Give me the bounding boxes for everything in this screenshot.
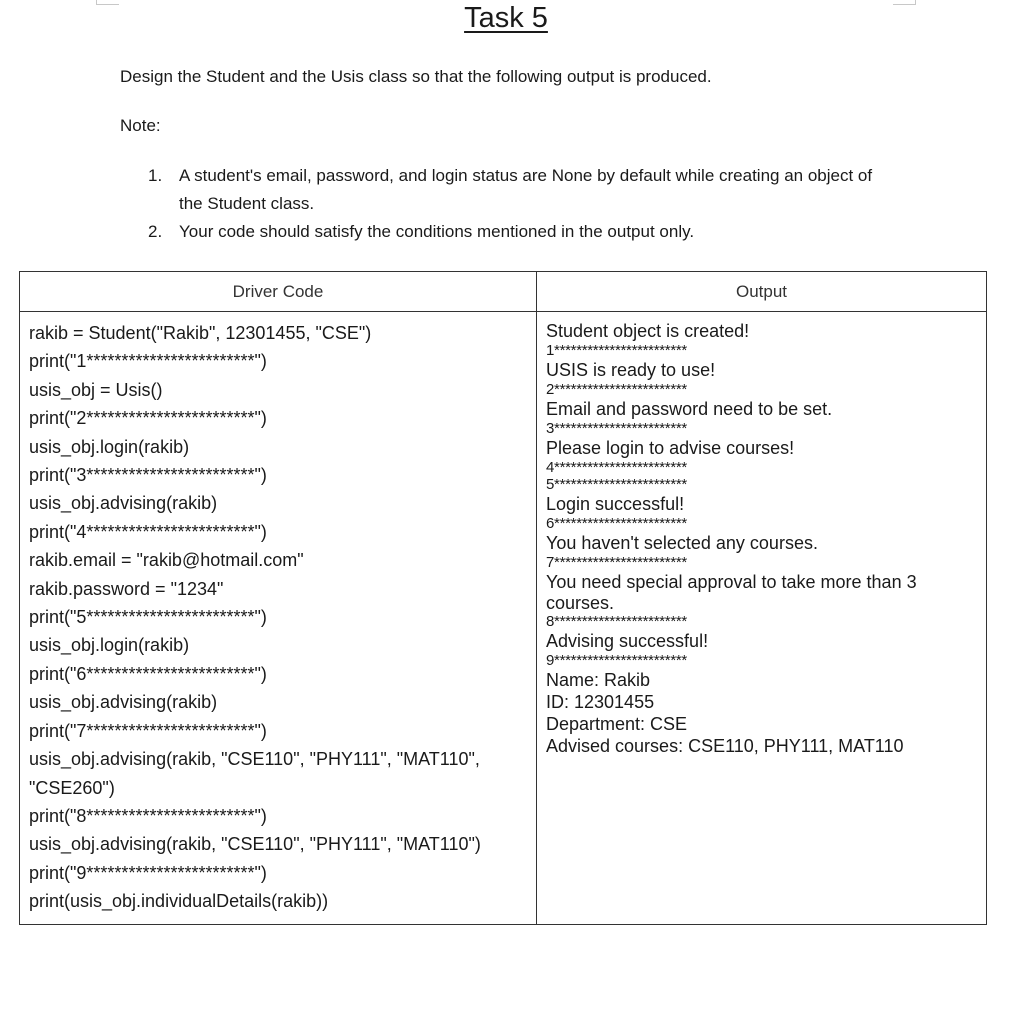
table-header-row <box>20 272 987 312</box>
code-line: usis_obj.advising(rakib, "CSE110", "PHY111", "MAT110", <box>29 749 480 770</box>
output-line: Student object is created! <box>546 321 750 341</box>
code-line: print("3************************") <box>29 465 267 486</box>
note-item <box>148 218 878 246</box>
note-number: 1. <box>148 166 163 185</box>
output-separator: 9************************ <box>546 652 687 669</box>
intro-text: Design the Student and the Usis class so that the following output is produced. <box>120 67 712 86</box>
code-line: print("9************************") <box>29 862 267 883</box>
code-line: "CSE260") <box>29 777 115 798</box>
output-header: Output <box>537 272 987 312</box>
output-line: Login successful! <box>546 494 685 514</box>
code-line: rakib = Student("Rakib", 12301455, "CSE") <box>29 323 372 343</box>
output-separator: 1************************ <box>546 342 687 359</box>
code-line: usis_obj.advising(rakib) <box>29 493 218 514</box>
code-line: usis_obj = Usis() <box>29 379 163 400</box>
output-separator: 4************************ <box>546 459 687 476</box>
driver-code-header: Driver Code <box>20 272 537 312</box>
note-number: 2. <box>148 222 163 241</box>
code-line: print("4************************") <box>29 521 267 542</box>
code-line: usis_obj.advising(rakib, "CSE110", "PHY111", "MAT110") <box>29 834 481 855</box>
output-block <box>537 312 986 757</box>
output-cell <box>537 312 987 925</box>
output-line: ID: 12301455 <box>546 692 655 712</box>
code-line: usis_obj.advising(rakib) <box>29 692 218 713</box>
code-line: rakib.password = "1234" <box>29 578 224 599</box>
output-separator: 6************************ <box>546 515 687 532</box>
note-text: Your code should satisfy the conditions mentioned in the output only. <box>179 222 695 241</box>
code-line: print("8************************") <box>29 805 267 826</box>
code-line: print("7************************") <box>29 720 267 741</box>
code-line: usis_obj.login(rakib) <box>29 436 190 457</box>
output-line: courses. <box>546 593 615 613</box>
code-line: print("2************************") <box>29 408 267 429</box>
output-line: Please login to advise courses! <box>546 438 795 458</box>
output-separator: 3************************ <box>546 420 687 437</box>
note-label: Note: <box>120 116 161 135</box>
code-line: print("1************************") <box>29 351 267 372</box>
notes-list <box>148 162 878 246</box>
output-separator: 2************************ <box>546 381 687 398</box>
code-line: print(usis_obj.individualDetails(rakib)) <box>29 891 329 912</box>
driver-code-cell <box>20 312 537 925</box>
output-separator: 5************************ <box>546 476 687 493</box>
table-row <box>20 312 987 925</box>
output-separator: 7************************ <box>546 554 687 571</box>
output-separator: 8************************ <box>546 613 687 630</box>
code-line: usis_obj.login(rakib) <box>29 635 190 656</box>
output-line: Email and password need to be set. <box>546 399 833 419</box>
output-line: Department: CSE <box>546 714 688 734</box>
output-line: Advised courses: CSE110, PHY111, MAT110 <box>546 736 904 756</box>
output-line: Advising successful! <box>546 631 709 651</box>
code-line: print("5************************") <box>29 607 267 628</box>
driver-code-block <box>20 312 536 916</box>
page-title: Task 5 <box>464 2 548 34</box>
output-line: USIS is ready to use! <box>546 360 716 380</box>
code-line: print("6************************") <box>29 663 267 684</box>
note-text: A student's email, password, and login status are None by default while creating an object of the Student class. <box>179 166 873 213</box>
output-line: Name: Rakib <box>546 670 651 690</box>
note-item <box>148 162 878 218</box>
output-line: You need special approval to take more than 3 <box>546 572 917 592</box>
output-line: You haven't selected any courses. <box>546 533 818 553</box>
code-line: rakib.email = "rakib@hotmail.com" <box>29 550 304 571</box>
code-output-table <box>19 271 987 925</box>
